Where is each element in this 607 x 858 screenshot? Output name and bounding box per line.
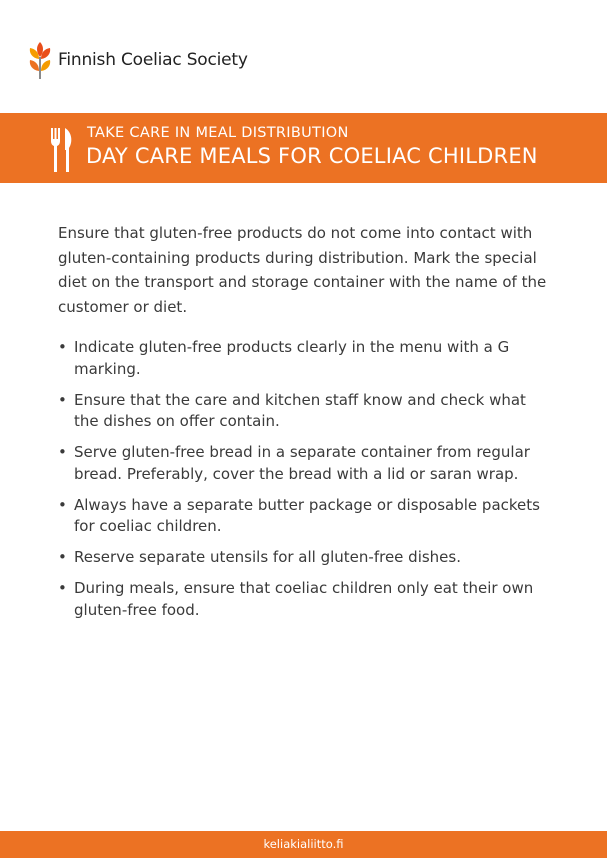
banner-subtitle: TAKE CARE IN MEAL DISTRIBUTION [87, 125, 349, 141]
society-name: Finnish Coeliac Society [58, 50, 248, 70]
list-item: • Always have a separate butter package or disposable packets for coeliac children. [58, 495, 553, 538]
grain-leaf-icon [28, 40, 52, 80]
fork-knife-icon [50, 128, 76, 172]
list-item: • Ensure that the care and kitchen staff know and check what the dishes on offer contain. [58, 390, 553, 433]
society-logo [28, 40, 248, 80]
banner-title: DAY CARE MEALS FOR COELIAC CHILDREN [86, 144, 538, 168]
guidelines-list [58, 337, 553, 631]
list-item: • Reserve separate utensils for all gluten-free dishes. [58, 547, 553, 569]
title-banner [0, 113, 607, 183]
footer-url: keliakialiitto.fi [263, 837, 344, 851]
list-item: • Indicate gluten-free products clearly in the menu with a G marking. [58, 337, 553, 380]
footer-bar [0, 831, 607, 858]
list-item: • Serve gluten-free bread in a separate container from regular bread. Preferably, cover the bread with a lid or saran wrap. [58, 442, 553, 485]
list-item: • During meals, ensure that coeliac children only eat their own gluten-free food. [58, 578, 553, 621]
intro-paragraph: Ensure that gluten-free products do not come into contact with gluten-containing products during distribution. Mark the special diet on the transport and storage container with the name of the customer or diet. [58, 224, 547, 316]
